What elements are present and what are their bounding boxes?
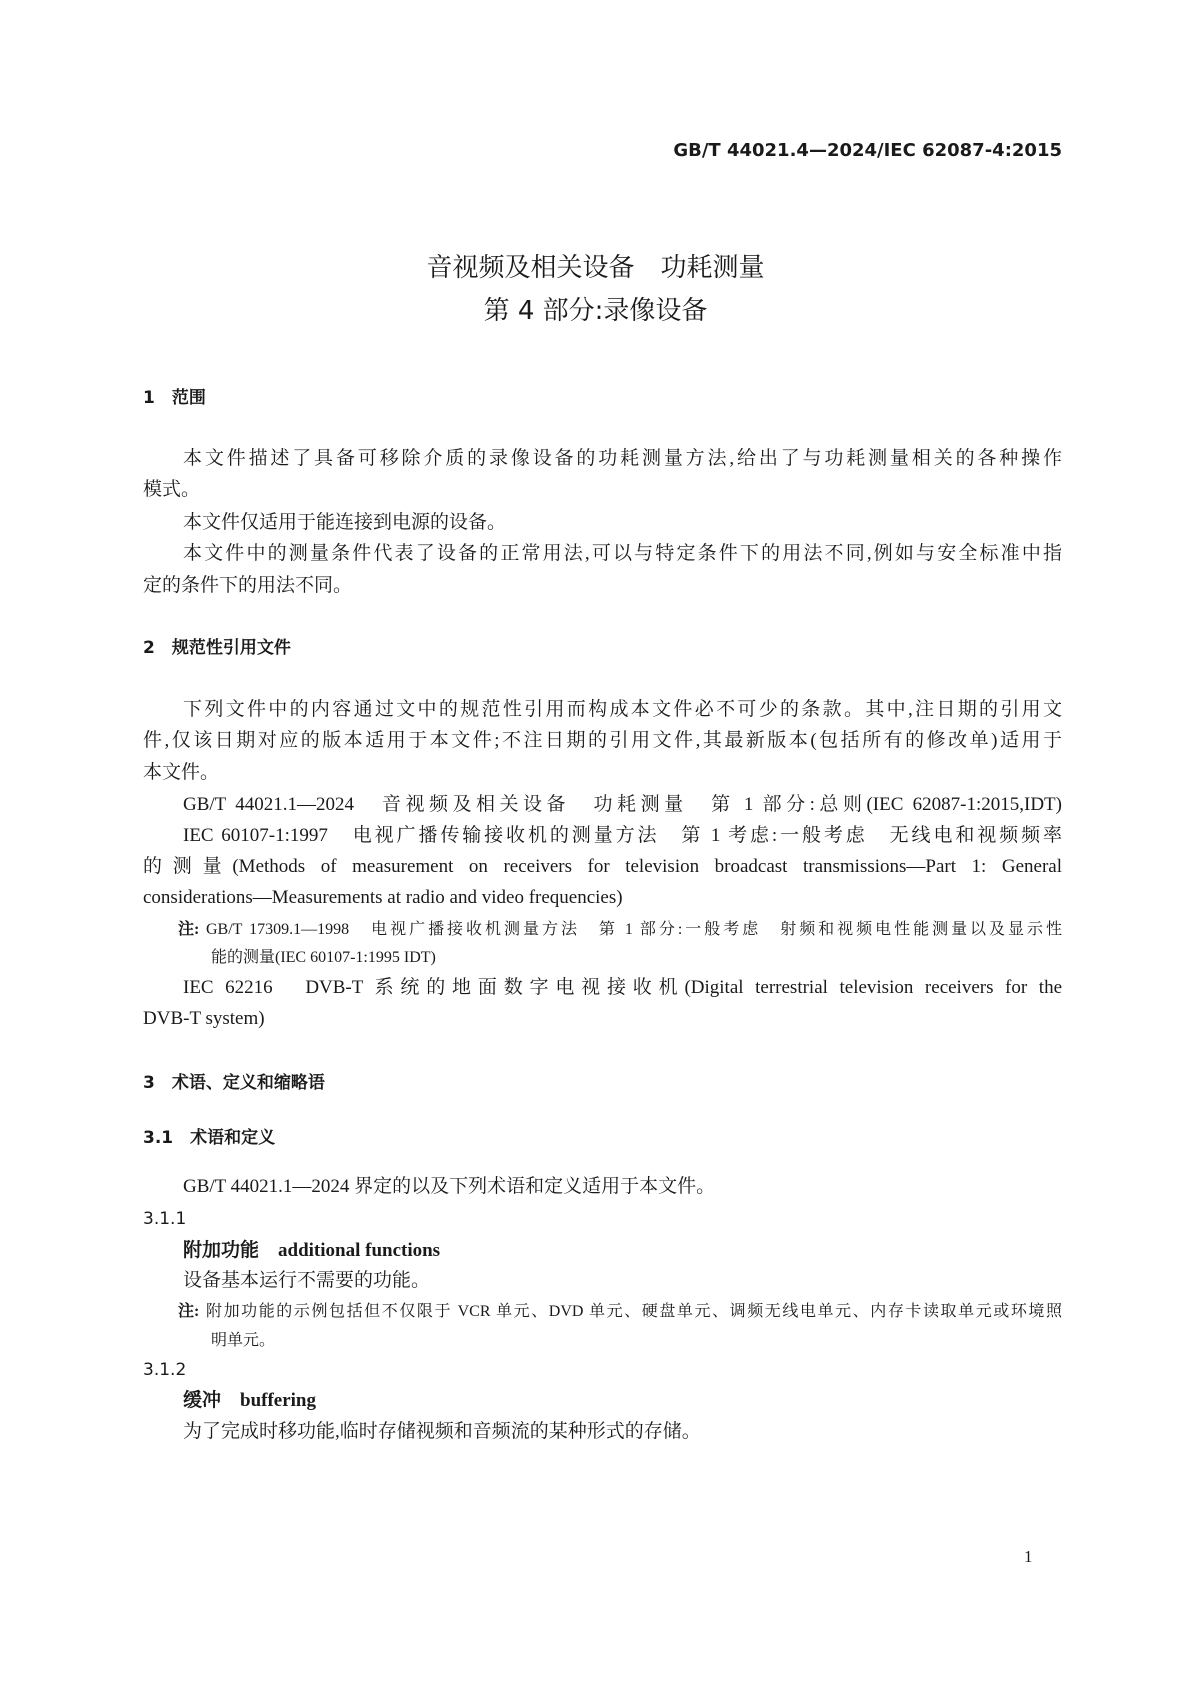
paragraph-line: 下列文件中的内容通过文中的规范性引用而构成本文件必不可少的条款。其中,注日期的引用文 [183, 699, 1062, 720]
page-number: 1 [1024, 1547, 1033, 1566]
reference-item: IEC 62216 DVB-T 系统的地面数字电视接收机(Digital terrestrial television receivers for the [183, 977, 1062, 998]
paragraph-line: GB/T 44021.1—2024 界定的以及下列术语和定义适用于本文件。 [183, 1176, 716, 1197]
reference-item: IEC 60107-1:1997 电视广播传输接收机的测量方法 第 1 考虑:一般考虑 无线电和视频频率 [183, 825, 1062, 846]
title-line-2: 第 4 部分:录像设备 [483, 296, 708, 326]
note-label: 注: [178, 1303, 200, 1320]
subsection-3-1-heading: 3.1 术语和定义 [143, 1128, 276, 1148]
note-text: 明单元。 [211, 1332, 276, 1349]
reference-item: 的测量(Methods of measurement on receivers for television broadcast transmissions—Part 1: General [143, 856, 1062, 877]
term-definition: 设备基本运行不需要的功能。 [183, 1270, 431, 1291]
note-label: 注: [178, 921, 200, 938]
reference-item: GB/T 44021.1—2024 音视频及相关设备 功耗测量 第 1 部分:总则(IEC 62087-1:2015,IDT) [183, 794, 1062, 815]
note-text: 能的测量(IEC 60107-1:1995 IDT) [211, 949, 436, 966]
term-definition: 为了完成时移功能,临时存储视频和音频流的某种形式的存储。 [183, 1421, 701, 1442]
paragraph-line: 本文件中的测量条件代表了设备的正常用法,可以与特定条件下的用法不同,例如与安全标准中指 [183, 543, 1062, 564]
reference-item: DVB-T system) [143, 1008, 265, 1029]
term-title: 附加功能 additional functions [183, 1240, 441, 1261]
paragraph-line: 件,仅该日期对应的版本适用于本文件;不注日期的引用文件,其最新版本(包括所有的修改单)适用于 [143, 730, 1062, 751]
document-code-header: GB/T 44021.4—2024/IEC 62087-4:2015 [673, 140, 1062, 161]
term-number: 3.1.1 [143, 1209, 187, 1229]
term-title: 缓冲 buffering [183, 1390, 317, 1411]
title-line-1: 音视频及相关设备 功耗测量 [426, 253, 765, 283]
note-text: 附加功能的示例包括但不仅限于 VCR 单元、DVD 单元、硬盘单元、调频无线电单元、内存卡读取单元或环境照 [206, 1303, 1062, 1320]
paragraph-line: 本文件仅适用于能连接到电源的设备。 [183, 512, 507, 533]
section-3-heading: 3 术语、定义和缩略语 [143, 1073, 325, 1093]
note-text: GB/T 17309.1—1998 电视广播接收机测量方法 第 1 部分:一般考虑 射频和视频电性能测量以及显示性 [206, 921, 1062, 938]
paragraph-line: 模式。 [143, 479, 201, 500]
term-number: 3.1.2 [143, 1360, 187, 1380]
paragraph-line: 定的条件下的用法不同。 [143, 575, 353, 596]
paragraph-line: 本文件描述了具备可移除介质的录像设备的功耗测量方法,给出了与功耗测量相关的各种操作 [183, 448, 1062, 469]
paragraph-line: 本文件。 [143, 762, 220, 783]
section-1-heading: 1 范围 [143, 388, 206, 408]
section-2-heading: 2 规范性引用文件 [143, 638, 291, 658]
reference-item: considerations—Measurements at radio and video frequencies) [143, 887, 623, 908]
